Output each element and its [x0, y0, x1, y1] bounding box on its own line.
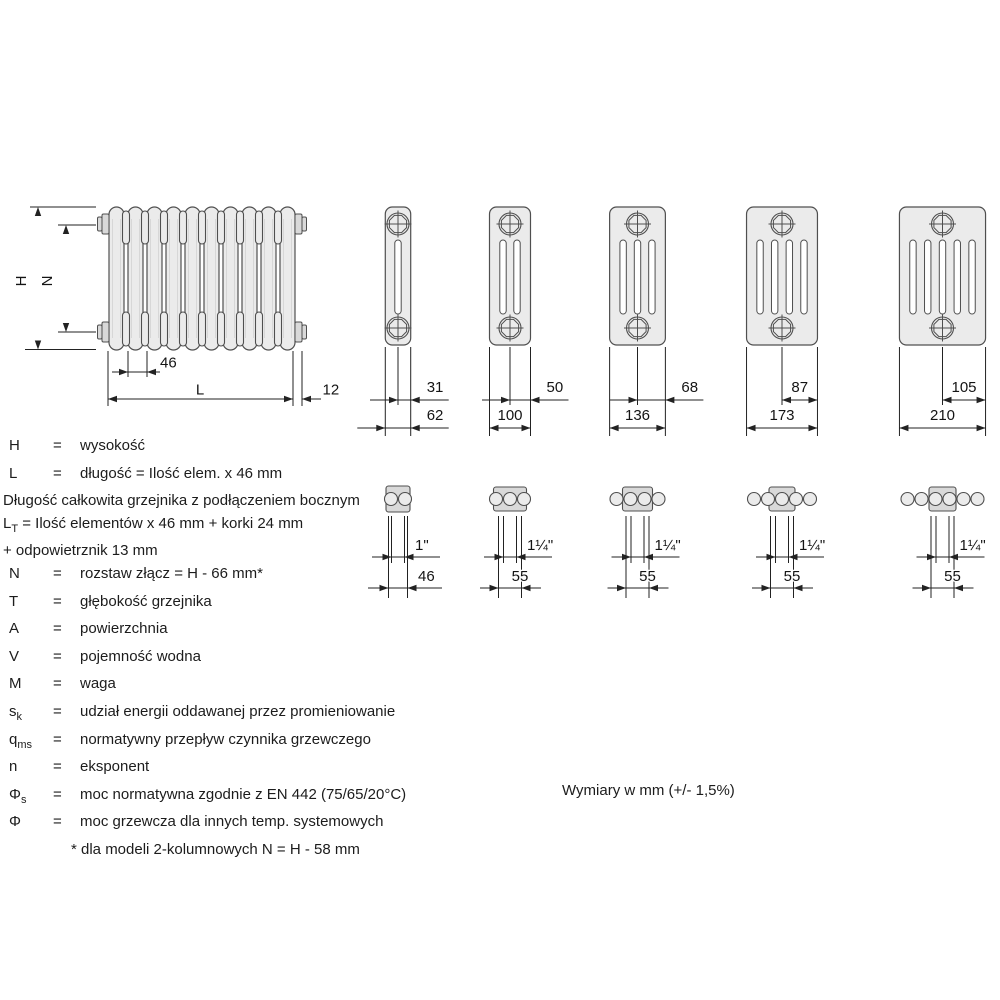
dim-half-depth-3col: 50 — [546, 379, 564, 396]
radiator-element — [204, 207, 219, 350]
legend-text: głębokość grzejnika — [80, 592, 212, 610]
legend-text: moc grzewcza dla innych temp. systemowych — [80, 813, 384, 831]
dim-full-depth-4col: 136 — [624, 407, 651, 424]
dim-connection-4col: 1¼" — [654, 537, 681, 554]
radiator-element — [147, 207, 162, 350]
radiator-element — [128, 207, 143, 350]
equals-sign: = — [53, 564, 62, 582]
dim-length-L: L — [195, 381, 205, 399]
legend-row-15 — [3, 811, 563, 839]
legend-row-3 — [3, 490, 563, 513]
radiator-element — [185, 207, 200, 350]
legend-text: moc normatywna zgodnie z EN 442 (75/65/20°C) — [80, 785, 407, 803]
legend-symbol: M — [9, 675, 22, 693]
radiator-element — [223, 207, 238, 350]
dim-pitch-6col: 55 — [944, 568, 961, 585]
legend-row-7 — [3, 591, 563, 619]
legend-symbol: $\Phi_s$ — [9, 785, 27, 806]
cross-section-2col — [357, 207, 448, 436]
dim-element-width: 46 — [160, 354, 177, 372]
equals-sign: = — [53, 620, 62, 638]
legend-text: udział energii oddawanej przez promieniowanie — [80, 702, 396, 720]
dim-connection-5col: 1¼" — [799, 537, 826, 554]
legend-text: * dla modeli 2-kolumnowych N = H - 58 mm — [71, 840, 360, 858]
cross-section-4col — [610, 207, 704, 436]
equals-sign: = — [53, 758, 62, 776]
equals-sign: = — [53, 647, 62, 665]
legend-row-4 — [3, 513, 563, 541]
dim-connection-3col: 1¼" — [527, 537, 554, 554]
label-joint-spacing-N: N — [39, 275, 56, 287]
legend-symbol: V — [9, 647, 20, 665]
plug-right — [295, 322, 302, 342]
legend-row-5 — [3, 540, 563, 563]
legend-row-10 — [3, 673, 563, 701]
cross-section-3col — [482, 207, 569, 436]
top-view-4col — [608, 487, 681, 598]
legend-row-8 — [3, 618, 563, 646]
legend-row-16 — [3, 839, 563, 862]
radiator-element — [166, 207, 181, 350]
dim-full-depth-2col: 62 — [426, 407, 444, 424]
cross-section-6col — [899, 207, 985, 436]
legend-row-1 — [3, 435, 563, 463]
legend — [3, 435, 563, 862]
dim-end-extra: 12 — [322, 381, 340, 399]
dim-half-depth-2col: 31 — [426, 379, 444, 396]
legend-text: eksponent — [80, 758, 150, 776]
cross-section-5col — [747, 207, 818, 436]
dim-pitch-5col: 55 — [783, 568, 801, 585]
equals-sign: = — [53, 437, 62, 454]
legend-text: powierzchnia — [80, 620, 168, 638]
top-view-6col — [901, 487, 986, 598]
plug-left — [102, 322, 109, 342]
radiator-element — [242, 207, 257, 350]
legend-row-14 — [3, 784, 563, 812]
plug-right — [295, 214, 302, 234]
legend-text: wysokość — [80, 437, 146, 454]
equals-sign: = — [53, 675, 62, 693]
plug-left — [102, 214, 109, 234]
legend-text: pojemność wodna — [80, 647, 201, 665]
legend-symbol: $q_{ms}$ — [9, 730, 33, 751]
equals-sign: = — [53, 702, 62, 720]
dim-pitch-3col: 55 — [511, 568, 529, 585]
legend-text: długość = Ilość elem. x 46 mm — [80, 464, 283, 482]
legend-row-2 — [3, 463, 563, 491]
dim-full-depth-6col: 210 — [929, 407, 956, 424]
legend-text: rozstaw złącz = H - 66 mm* — [80, 564, 263, 582]
dim-pitch-4col: 55 — [639, 568, 656, 585]
radiator-element — [261, 207, 276, 350]
legend-text: Długość całkowita grzejnika z podłączeniem bocznym — [3, 492, 360, 510]
dim-full-depth-5col: 173 — [769, 407, 795, 424]
legend-symbol: n — [9, 758, 18, 776]
equals-sign: = — [53, 785, 62, 803]
equals-sign: = — [53, 592, 62, 610]
dim-pitch-2col: 46 — [418, 568, 435, 585]
equals-sign: = — [53, 464, 62, 482]
dim-half-depth-5col: 87 — [791, 379, 809, 396]
legend-symbol: $s_k$ — [9, 702, 22, 723]
top-view-5col — [748, 487, 826, 598]
legend-symbol: $L_T$ — [3, 514, 19, 535]
dim-connection-6col: 1¼" — [959, 537, 986, 554]
radiator-front-view — [13, 207, 339, 406]
label-height-H: H — [13, 275, 30, 287]
legend-row-12 — [3, 729, 563, 757]
legend-symbol: H — [9, 437, 20, 454]
legend-symbol: L — [9, 464, 18, 482]
units-note: Wymiary w mm (+/- 1,5%) — [562, 782, 735, 799]
legend-symbol: A — [9, 620, 20, 638]
legend-text: waga — [80, 675, 116, 693]
dim-half-depth-6col: 105 — [951, 379, 977, 396]
dim-full-depth-3col: 100 — [497, 407, 523, 424]
legend-row-9 — [3, 646, 563, 674]
legend-row-13 — [3, 756, 563, 784]
legend-symbol: T — [9, 592, 19, 610]
radiator-element — [109, 207, 124, 350]
legend-symbol: N — [9, 564, 20, 582]
dim-connection-2col: 1" — [415, 537, 429, 554]
radiator-element — [280, 207, 295, 350]
equals-sign: = — [53, 730, 62, 748]
equals-sign: = — [53, 813, 62, 831]
legend-text: normatywny przepływ czynnika grzewczego — [80, 730, 371, 748]
legend-row-6 — [3, 563, 563, 591]
legend-text: + odpowietrznik 13 mm — [3, 542, 158, 560]
legend-row-11 — [3, 701, 563, 729]
legend-text: = Ilość elementów x 46 mm + korki 24 mm — [22, 514, 304, 532]
legend-symbol: Φ — [9, 813, 21, 831]
dim-half-depth-4col: 68 — [681, 379, 699, 396]
